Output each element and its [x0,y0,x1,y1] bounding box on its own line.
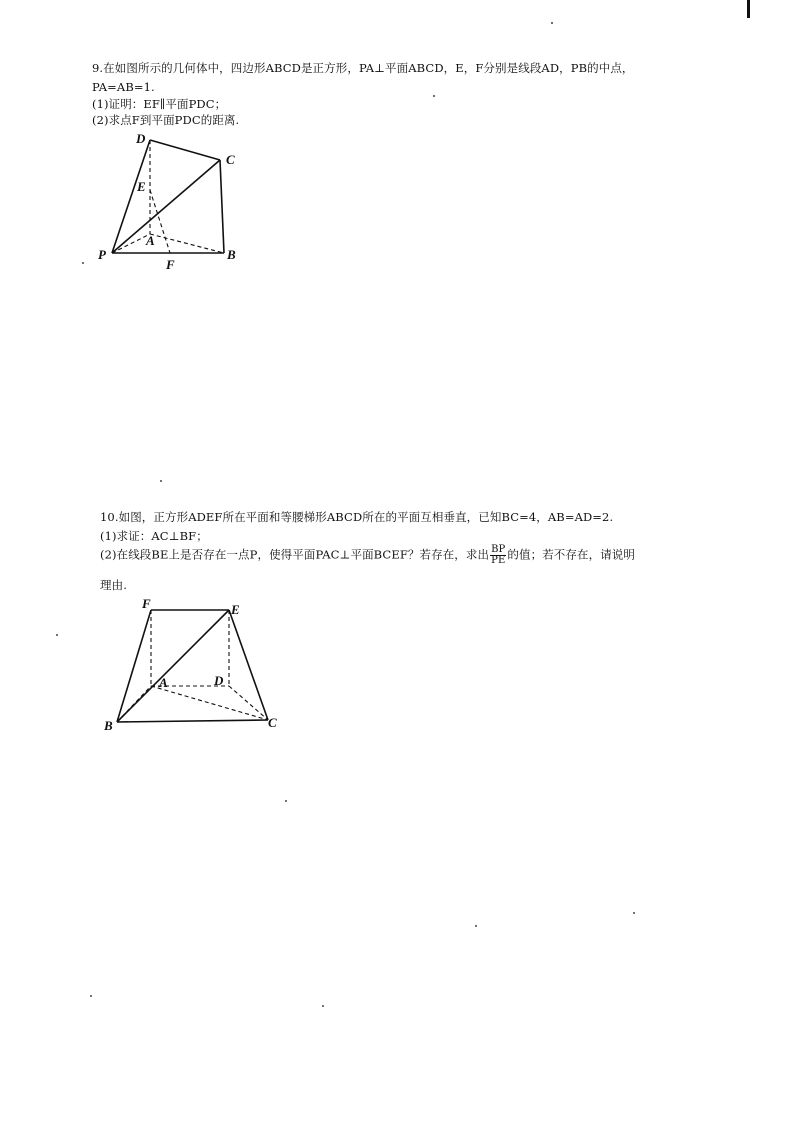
scan-speck [322,1005,324,1007]
q10-fraction-numerator: BP [491,544,506,555]
q10-label-D: D [214,673,224,688]
q9-label-B: B [227,247,236,262]
scan-speck [633,912,635,914]
q10-part2-text-after: 的值；若不存在，请说明 [507,547,635,562]
q10-part1: (1)求证：AC⊥BF； [100,529,208,543]
q9-part2: (2)求点F到平面PDC的距离. [92,113,240,127]
scan-speck [160,480,162,482]
scan-speck [433,95,435,97]
scan-edge-mark [747,0,750,18]
scan-speck [285,800,287,802]
q10-label-F: F [142,596,151,611]
scan-speck [551,22,553,24]
q9-label-P: P [98,247,106,262]
q10-part2-text-before: (2)在线段BE上是否存在一点P，使得平面PAC⊥平面BCEF？若存在，求出 [100,547,490,562]
q10-part2 [100,545,635,566]
q10-geometry-figure [98,596,288,736]
q9-label-F: F [166,257,175,272]
q10-ratio-fraction [490,545,506,566]
q9-part1: (1)证明：EF∥平面PDC； [92,97,227,111]
q10-statement-line1: 10.如图，正方形ADEF所在平面和等腰梯形ABCD所在的平面互相垂直，已知BC=4，AB=AD=2. [100,510,614,524]
q9-label-A: A [146,233,155,248]
q9-label-E: E [137,179,146,194]
scan-speck [56,634,58,636]
q9-statement-line1: 9.在如图所示的几何体中，四边形ABCD是正方形，PA⊥平面ABCD，E，F分别是线段AD，PB的中点， [92,61,634,75]
q9-statement-line2: PA=AB=1. [92,80,155,94]
q9-label-D: D [136,131,146,146]
scan-speck [82,262,84,264]
q10-label-C: C [268,715,277,730]
q10-label-B: B [104,718,113,733]
q9-label-C: C [226,152,235,167]
q10-fraction-denominator: PE [491,555,506,566]
q9-geometry-figure [90,128,260,273]
q10-label-A: A [159,675,168,690]
q10-label-E: E [231,602,240,617]
q10-part2-line2: 理由. [100,578,127,592]
scan-speck [90,995,92,997]
scan-speck [475,925,477,927]
